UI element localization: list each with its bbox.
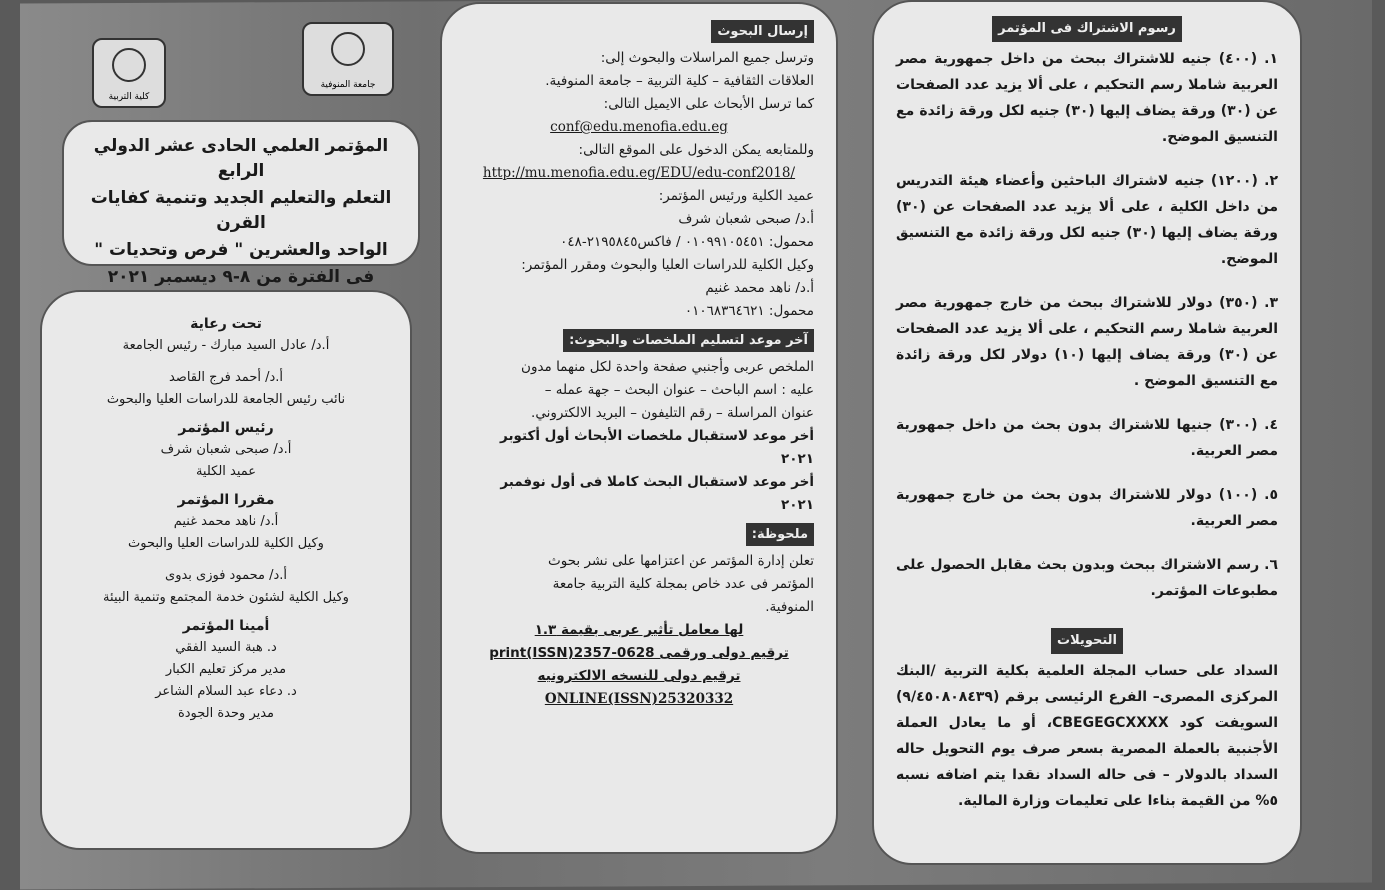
deadline-2: أخر موعد لاستقبال البحث كاملا فى أول نوفمبر ٢٠٢١ [500, 474, 814, 513]
deputy-role: نائب رئيس الجامعة للدراسات العليا والبحوث [106, 392, 346, 407]
secretaries-heading: أمينا المؤتمر [182, 618, 270, 634]
fees-heading: رسوم الاشتراك فى المؤتمر [992, 16, 1182, 42]
fee-item-4: ٤. (٣٠٠) جنيها للاشتراك بدون بحث من داخل جمهورية مصر العربية. [896, 417, 1279, 459]
note-text-2: المؤتمر فى عدد خاص بمجلة كلية التربية جامعة [552, 576, 814, 592]
note-text-1: تعلن إدارة المؤتمر عن اعتزامها على نشر بحوث [548, 553, 814, 569]
president-name: أ.د/ صبحى شعبان شرف [160, 442, 292, 457]
submission-panel [440, 2, 838, 854]
send-text-3: كما ترسل الأبحاث على الايميل التالى: [603, 96, 814, 112]
send-text-4: وللمتابعه يمكن الدخول على الموقع التالى: [578, 142, 814, 158]
print-issn: ترقيم دولى ورقمى print(ISSN)2357-0628 [489, 645, 789, 661]
rapporteurs-heading: مقررا المؤتمر [177, 492, 275, 508]
committee-panel [40, 290, 412, 850]
send-text-1: وترسل جميع المراسلات والبحوث إلى: [600, 50, 814, 66]
transfer-text: السداد على حساب المجلة العلمية بكلية التربية /البنك المركزى المصرى– الفرع الرئيسى برقم (٩/٤٥٠٨٠٨٤٣٩) السويفت كود CBEGEGCXXXX، أو ما يعادل العملة الأجنبية بالعملة المصرية بسعر صرف يوم التحويل حاله السداد بالدولار – فى حاله السداد نقدا يتم اضافه نسبه ٥% من القيمة بناءا على تعليمات وزارة المالية. [896, 663, 1278, 809]
email-link[interactable]: conf@edu.menofia.edu.eg [550, 119, 728, 135]
secretary2-role: مدير وحدة الجودة [177, 706, 275, 721]
faculty-logo-label: كلية التربية [108, 92, 150, 102]
university-logo [302, 22, 394, 96]
rapporteur1-name: أ.د/ ناهد محمد غنيم [173, 514, 279, 529]
fee-item-1: ١. (٤٠٠) جنيه للاشتراك ببحث من داخل جمهورية مصر العربية شاملا رسم التحكيم ، على ألا يزيد عدد الصفحات عن (٣٠) ورقة يضاف إليها (٣٠) جنيه لكل ورقة زائدة مع التنسيق الموضح. [896, 51, 1279, 145]
patron-name: أ.د/ عادل السيد مبارك - رئيس الجامعة [122, 338, 330, 353]
faculty-logo [92, 38, 166, 108]
book-emblem-icon [112, 48, 146, 82]
fee-item-5: ٥. (١٠٠) دولار للاشتراك بدون بحث من خارج جمهورية مصر العربية. [896, 487, 1278, 529]
vice-label: وكيل الكلية للدراسات العليا والبحوث ومقرر المؤتمر: [521, 257, 814, 273]
fees-panel [872, 0, 1302, 865]
university-emblem-icon [331, 32, 365, 66]
title-line-2: التعلم والتعليم الجديد وتنمية كفايات القرن [90, 188, 392, 233]
rapporteur2-name: أ.د/ محمود فوزى بدوى [165, 568, 287, 583]
title-line-4: فى الفترة من ٨-٩ ديسمبر ٢٠٢١ [107, 267, 375, 287]
note-heading: ملحوظة: [746, 523, 814, 546]
dean-name: أ.د/ صبحى شعبان شرف [678, 211, 814, 227]
secretary2-name: د. دعاء عبد السلام الشاعر [155, 684, 297, 699]
send-heading: إرسال البحوث [711, 20, 814, 43]
president-heading: رئيس المؤتمر [178, 420, 274, 436]
note-text-3: المنوفية. [765, 599, 814, 615]
send-text-2: العلاقات الثقافية – كلية التربية – جامعة المنوفية. [545, 73, 814, 89]
vice-contact: محمول: ٠١٠٦٨٣٦٤٦٢١ [684, 303, 814, 319]
deadline-1: أخر موعد لاستقبال ملخصات الأبحاث أول أكتوبر ٢٠٢١ [500, 428, 814, 467]
conference-title-box [62, 120, 420, 287]
vice-name: أ.د/ ناهد محمد غنيم [705, 280, 814, 296]
website-link[interactable]: http://mu.menofia.edu.eg/EDU/edu-conf2018/ [482, 165, 796, 181]
impact-factor: لها معامل تأثير عربى بقيمة ١.٣ [534, 622, 744, 638]
fee-item-3: ٣. (٣٥٠) دولار للاشتراك ببحث من خارج جمهورية مصر العربية شاملا رسم التحكيم ، على ألا يزيد عدد الصفحات عن (٣٠) ورقة يضاف إليها (١٠) دولار لكل ورقة زائدة مع التنسيق الموضح . [896, 295, 1279, 389]
title-line-1: المؤتمر العلمي الحادى عشر الدولي الرابع [93, 136, 389, 181]
title-line-3: الواحد والعشرين " فرص وتحديات " [94, 240, 388, 260]
online-issn: ONLINE(ISSN)25320332 [544, 691, 734, 707]
president-role: عميد الكلية [195, 464, 257, 479]
fee-item-2: ٢. (١٢٠٠) جنيه لاشتراك الباحثين وأعضاء هيئة التدريس من داخل الكلية ، على ألا يزيد عدد الصفحات عن (٣٠) ورقة يضاف إليها (٣٠) جنيه لكل ورقة زائدة مع التنسيق الموضح. [896, 173, 1279, 267]
secretary1-name: د. هبة السيد الفقي [175, 640, 277, 655]
secretary1-role: مدير مركز تعليم الكبار [165, 662, 287, 677]
abstract-text-3: عنوان المراسلة – رقم التليفون – البريد الالكتروني. [531, 405, 814, 421]
dean-contact: محمول: ٠١٠٩٩١٠٥٤٥١ / فاكس٢١٩٥٨٤٥-٠٤٨ [560, 234, 814, 250]
transfer-heading: التحويلات [1051, 628, 1123, 654]
university-logo-label: جامعة المنوفية [320, 80, 376, 90]
dean-label: عميد الكلية ورئيس المؤتمر: [658, 188, 814, 204]
abstract-text-2: عليه : اسم الباحث – عنوان البحث – جهة عمله – [544, 382, 814, 398]
rapporteur1-role: وكيل الكلية للدراسات العليا والبحوث [128, 536, 324, 551]
deputy-name: أ.د/ أحمد فرج القاصد [168, 370, 284, 385]
fee-item-6: ٦. رسم الاشتراك ببحث وبدون بحث مقابل الحصول على مطبوعات المؤتمر. [896, 557, 1278, 599]
abstract-text-1: الملخص عربى وأجنبي صفحة واحدة لكل منهما مدون [521, 359, 814, 375]
rapporteur2-role: وكيل الكلية لشئون خدمة المجتمع وتنمية البيئة [103, 590, 349, 605]
deadline-heading: آخر موعد لتسليم الملخصات والبحوث: [563, 329, 814, 352]
online-issn-label: ترقيم دولى للنسخه الالكترونيه [537, 668, 741, 684]
patron-heading: تحت رعاية [190, 316, 262, 332]
